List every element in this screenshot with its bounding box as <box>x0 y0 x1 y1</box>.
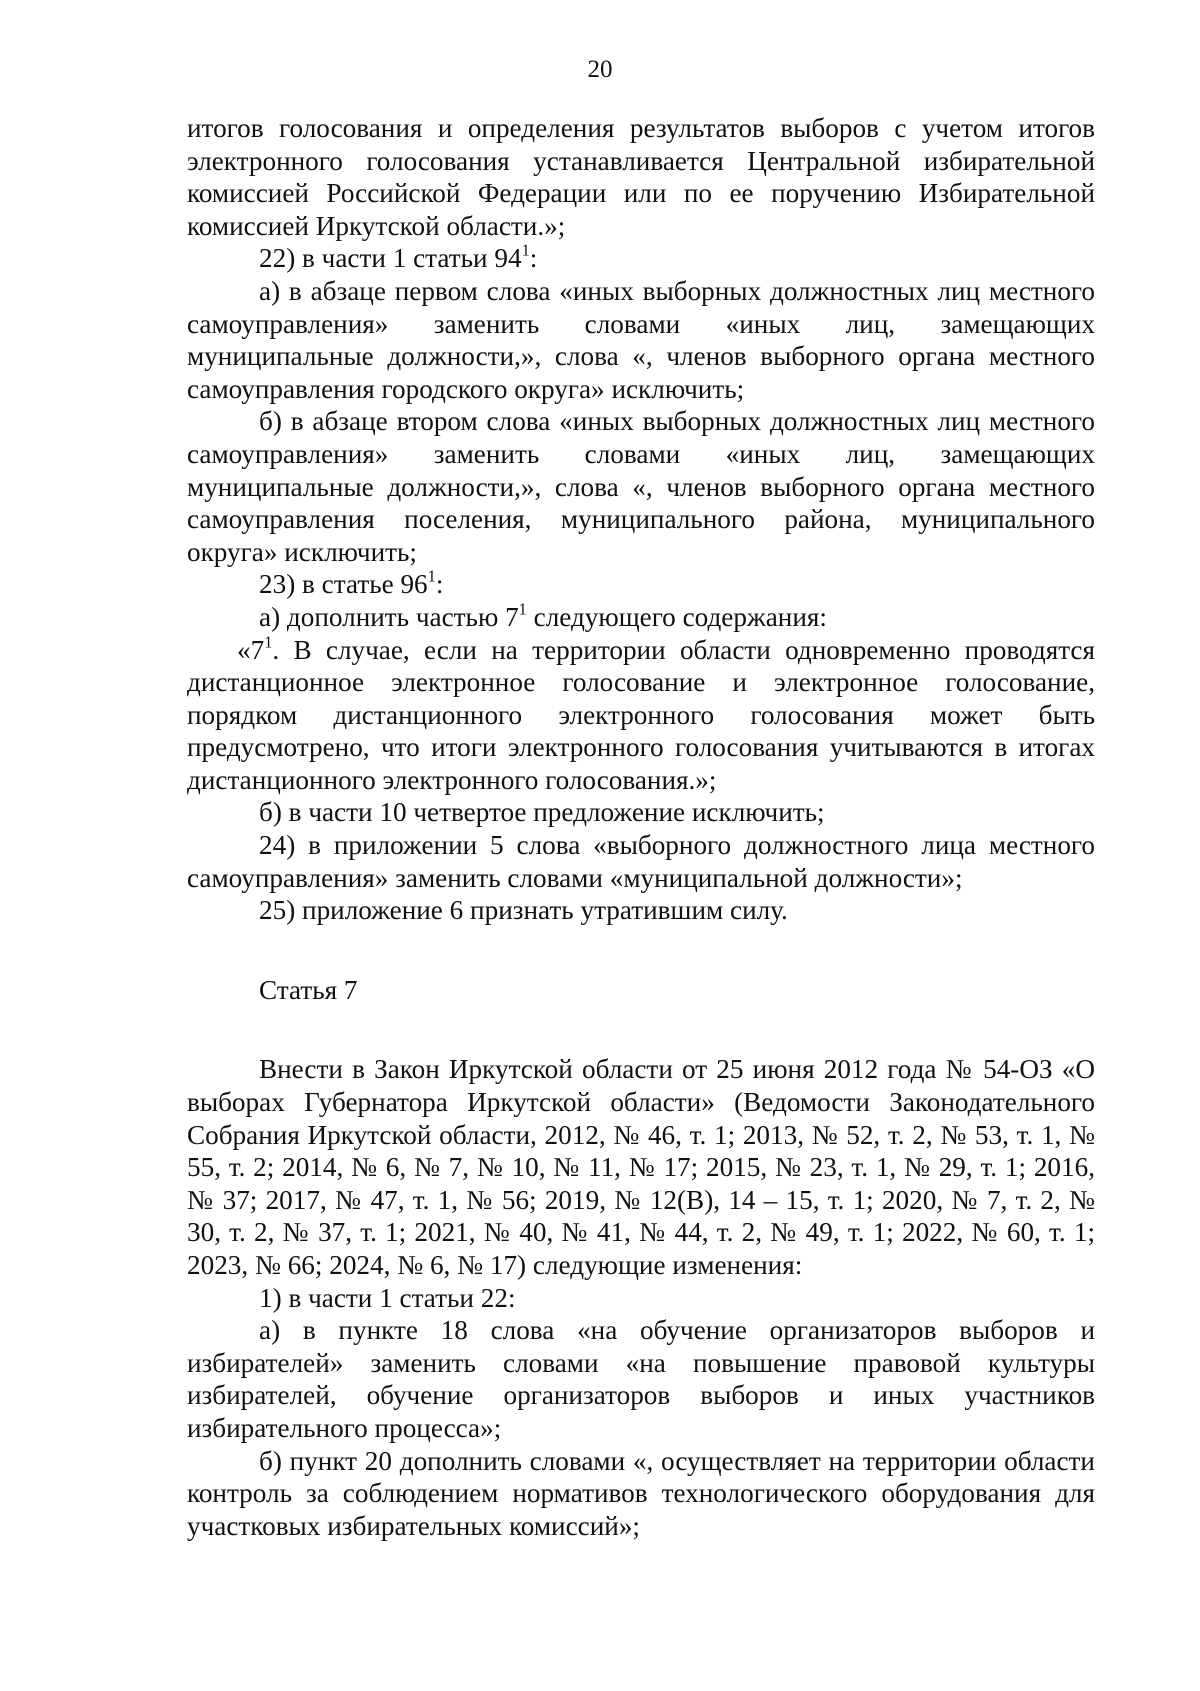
paragraph-item-23: 23) в статье $96^1$: <box>259 566 444 600</box>
paragraph-item-1: 1) в части 1 статьи 22: <box>259 1282 516 1313</box>
paragraph-article-intro: Внести в Закон Иркутской области от 25 июня 2012 года № 54-ОЗ «О выборах Губернатора Иркутской области» (Ведомости Законодательного Собрания Иркутской области, 2012, № 46, т. 1; 2013, № 52, т. 2, № 53, т. 1, № 55, т. 2; 2014, № 6, № 7, № 10, № 11, № 17; 2015, № 23, т. 1, № 29, т. 1; 2016, № 37; 2017, № 47, т. 1, № 56; 2019, № 12(В), 14 – 15, т. 1; 2020, № 7, т. 2, № 30, т. 2, № 37, т. 1; 2021, № 40, № 41, № 44, т. 2, № 49, т. 1; 2022, № 60, т. 1; 2023, № 66; 2024, № 6, № 17) следующие изменения: <box>187 1054 1095 1280</box>
paragraph-item-22-a: а) в абзаце первом слова «иных выборных должностных лиц местного самоуправления» заменить словами «иных лиц, замещающих муниципальные должности,», слова «, членов выборного органа местного самоуправления городского округа» исключить; <box>187 275 1095 404</box>
paragraph-item-24: 24) в приложении 5 слова «выборного должностного лица местного самоуправления» заменить словами «муниципальной должности»; <box>187 830 1095 893</box>
article-heading: Статья 7 <box>259 974 358 1005</box>
paragraph-item-1-a: а) в пункте 18 слова «на обучение организаторов выборов и избирателей» заменить словами «на повышение правовой культуры избирателей, обучение организаторов выборов и иных участников избирательного процесса»; <box>187 1315 1095 1443</box>
paragraph-item-23-a: а) дополнить частью $7^1$ следующего содержания: <box>259 599 827 632</box>
paragraph-item-25: 25) приложение 6 признать утратившим силу. <box>259 895 788 926</box>
paragraph-quoted-part-7-1: «$7^1$. В случае, если на территории области одновременно проводятся дистанционное электронное голосование и электронное голосование, порядком дистанционного электронного голосования может быть предусмотрено, что итоги электронного голосования учитываются в итогах дистанционного электронного голосования.»; <box>187 631 1095 795</box>
paragraph: итогов голосования и определения результатов выборов с учетом итогов электронного голосования устанавливается Центральной избирательной комиссией Российской Федерации или по ее поручению Избирательной комиссией Иркутской области.»; <box>187 113 1095 241</box>
page-number: 20 <box>587 56 613 83</box>
paragraph-item-22-b: б) в абзаце втором слова «иных выборных должностных лиц местного самоуправления» заменить словами «иных лиц, замещающих муниципальные должности,», слова «, членов выборного органа местного самоуправления поселения, муниципального района, муниципального округа» исключить; <box>187 406 1095 567</box>
document-body <box>187 112 1095 1542</box>
paragraph-item-22: 22) в части 1 статьи $94^1$: <box>259 240 538 274</box>
paragraph-item-23-b: б) в части 10 четвертое предложение исключить; <box>259 797 825 828</box>
paragraph-item-1-b: б) пункт 20 дополнить словами «, осуществляет на территории области контроль за соблюдением нормативов технологического оборудования для участковых избирательных комиссий»; <box>187 1445 1095 1541</box>
